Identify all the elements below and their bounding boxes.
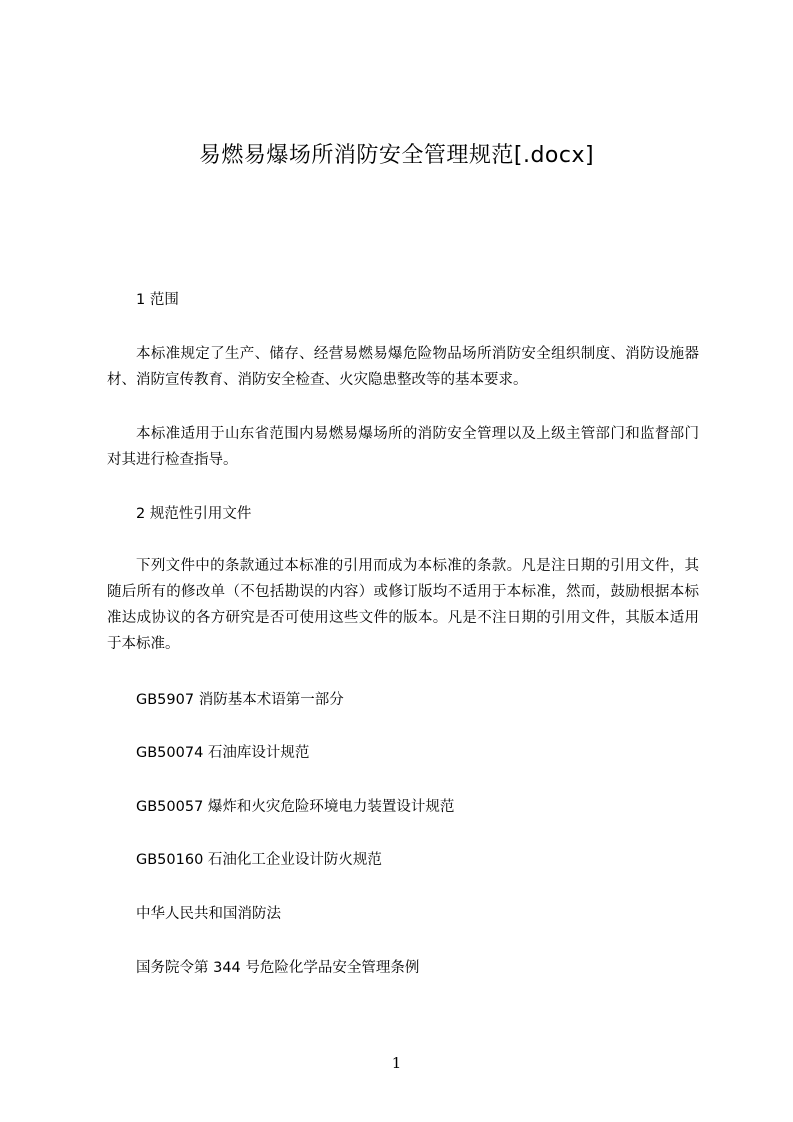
reference-item: GB50160 石油化工企业设计防火规范 xyxy=(136,852,382,868)
section-heading-scope: 1 范围 xyxy=(136,292,179,308)
page-number: 1 xyxy=(391,1054,402,1072)
document-title: 易燃易爆场所消防安全管理规范[.docx] xyxy=(198,143,595,168)
reference-item: GB50057 爆炸和火灾危险环境电力装置设计规范 xyxy=(136,799,455,815)
reference-item: GB5907 消防基本术语第一部分 xyxy=(136,692,344,708)
section-heading-references: 2 规范性引用文件 xyxy=(136,506,252,522)
references-intro-paragraph: 下列文件中的条款通过本标准的引用而成为本标准的条款。凡是注日期的引用文件，其随后所有的修改单（不包括勘误的内容）或修订版均不适用于本标准，然而，鼓励根据本标准达成协议的各方研究是否可使用这些文件的版本。凡是不注日期的引用文件，其版本适用于本标准。 xyxy=(107,558,699,652)
scope-paragraph-2: 本标准适用于山东省范围内易燃易爆场所的消防安全管理以及上级主管部门和监督部门对其进行检查指导。 xyxy=(107,426,699,468)
reference-item: 中华人民共和国消防法 xyxy=(136,906,281,922)
reference-item: GB50074 石油库设计规范 xyxy=(136,745,310,761)
reference-item: 国务院令第 344 号危险化学品安全管理条例 xyxy=(136,960,420,976)
scope-paragraph-1: 本标准规定了生产、储存、经营易燃易爆危险物品场所消防安全组织制度、消防设施器材、消防宣传教育、消防安全检查、火灾隐患整改等的基本要求。 xyxy=(107,346,699,388)
